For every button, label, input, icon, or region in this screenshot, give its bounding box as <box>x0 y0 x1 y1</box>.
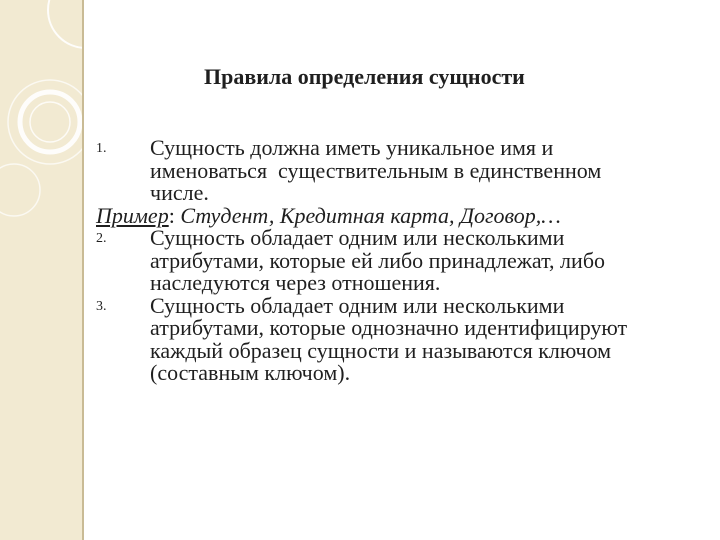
example-line <box>96 202 696 228</box>
rule-text-line: Сущность обладает одним или несколькими <box>150 225 565 250</box>
rule-number: 2. <box>96 231 107 246</box>
rules-list <box>96 137 696 385</box>
decorative-rings-graphic <box>0 0 82 220</box>
rule-text-line: наследуются через отношения. <box>150 270 441 295</box>
rule-text-line: атрибутами, которые однозначно идентифицируют <box>150 315 628 340</box>
rule-number: 1. <box>96 141 107 156</box>
rule-item-3 <box>96 292 696 385</box>
example-label: Пример <box>96 202 169 228</box>
rule-text-line: Сущность обладает одним или несколькими <box>150 292 565 318</box>
rule-text-line: (составным ключом). <box>150 360 351 385</box>
rule-text-line: Сущность должна иметь уникальное имя и <box>150 135 554 160</box>
rule-text-line: числе. <box>150 180 209 205</box>
rule-text-line: именоваться существительным в единственном <box>150 157 602 183</box>
rule-item-1 <box>96 137 696 205</box>
example-text: Студент, Кредитная карта, Договор,… <box>180 202 561 228</box>
rule-number: 3. <box>96 298 107 314</box>
rule-item-2 <box>96 227 696 295</box>
rule-text-line: атрибутами, которые ей либо принадлежат, либо <box>150 247 606 273</box>
rule-text-line: каждый образец сущности и называются ключом <box>150 337 612 363</box>
example-colon: : <box>168 202 181 228</box>
decorative-left-band <box>0 0 82 540</box>
slide-title: Правила определения сущности <box>204 64 525 89</box>
vertical-divider <box>82 0 84 540</box>
